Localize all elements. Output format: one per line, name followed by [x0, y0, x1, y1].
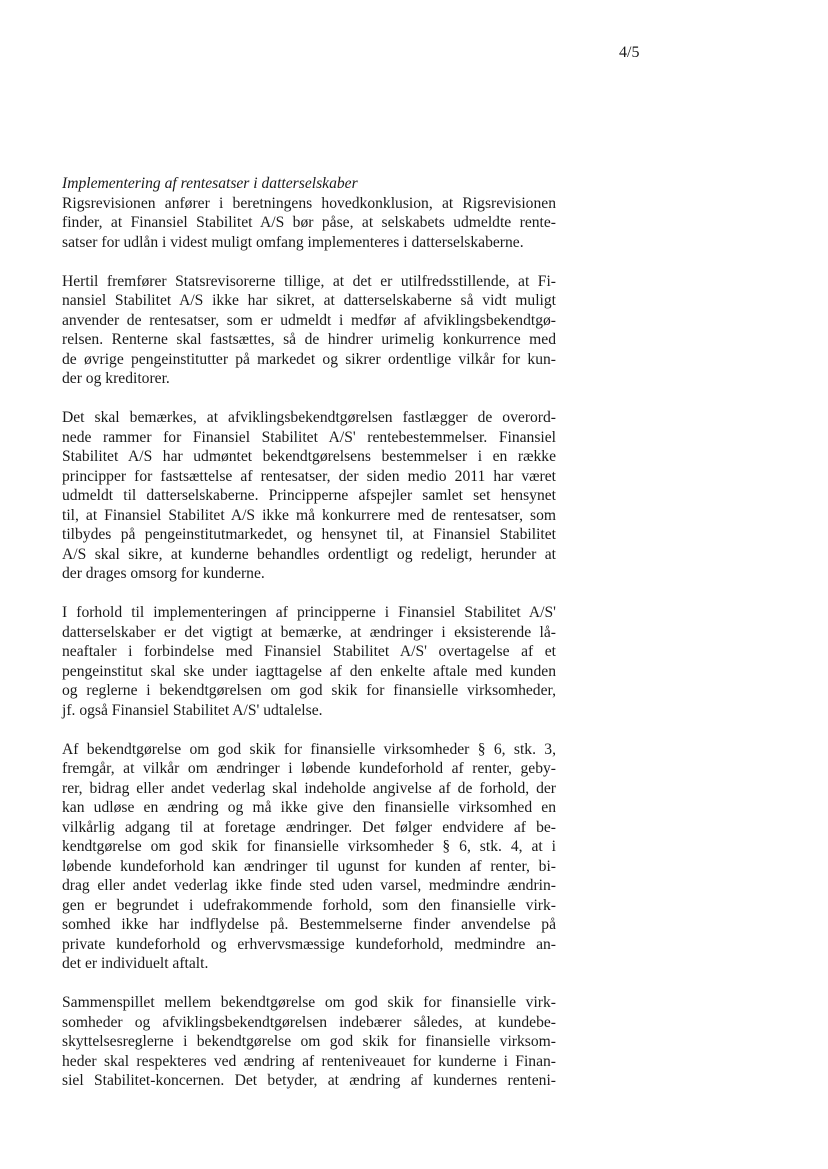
text-line: neaftaler i forbindelse med Finansiel Stabilitet A/S' overtagelse af et: [62, 643, 556, 660]
text-line: nede rammer for Finansiel Stabilitet A/S' rentebestemmelser. Finansiel: [62, 428, 556, 446]
text-line: Hertil fremfører Statsrevisorerne tillige, at det er utilfredsstillende, at Fi-: [62, 272, 556, 290]
section-heading: Implementering af rentesatser i datterselskaber: [62, 175, 358, 192]
text-line: det er individuelt aftalt.: [62, 955, 209, 972]
text-line: kan udløse en ændring og må ikke give den finansielle virksomhed en: [62, 799, 556, 816]
text-line: nansiel Stabilitet A/S ikke har sikret, at datterselskaberne så vidt muligt: [62, 292, 556, 309]
text-line: siel Stabilitet-koncernen. Det betyder, at ændring af kundernes renteni-: [62, 1072, 556, 1089]
text-line: satser for udlån i videst muligt omfang implementeres i datterselskaberne.: [62, 233, 524, 251]
paragraph: [62, 272, 556, 389]
text-line: Af bekendtgørelse om god skik for finansielle virksomheder § 6, stk. 3,: [62, 740, 556, 758]
text-line: løbende kundeforhold kan ændringer til ugunst for kunden af renter, bi-: [62, 857, 556, 875]
text-line: anvender de rentesatser, som er udmeldt i medfør af afviklingsbekendtgø-: [62, 311, 556, 329]
text-line: pengeinstitut skal ske under iagttagelse af den enkelte aftale med kunden: [62, 662, 556, 680]
paragraph: [62, 603, 556, 720]
text-line: I forhold til implementeringen af principperne i Finansiel Stabilitet A/S': [62, 604, 556, 621]
text-line: tilbydes på pengeinstitutmarkedet, og hensynet til, at Finansiel Stabilitet: [62, 526, 556, 543]
text-line: skyttelsesreglerne i bekendtgørelse om god skik for finansielle virksom-: [62, 1033, 556, 1050]
text-line: somheder og afviklingsbekendtgørelsen indebærer således, at kundebe-: [62, 1013, 556, 1031]
text-line: principper for fastsættelse af rentesatser, der siden medio 2011 har været: [62, 467, 556, 485]
text-line: private kundeforhold og erhvervsmæssige kundeforhold, medmindre an-: [62, 935, 556, 953]
text-line: der og kreditorer.: [62, 370, 170, 387]
text-line: fremgår, at vilkår om ændringer i løbende kundeforhold af renter, geby-: [62, 760, 556, 777]
text-line: de øvrige pengeinstitutter på markedet og sikrer ordentlige vilkår for kun-: [62, 350, 556, 368]
text-line: Stabilitet A/S har udmøntet bekendtgørelsens bestemmelser i en række: [62, 448, 556, 465]
text-line: jf. også Finansiel Stabilitet A/S' udtalelse.: [62, 701, 323, 719]
text-line: datterselskaber er det vigtigt at bemærke, at ændringer i eksisterende lå-: [62, 623, 556, 641]
text-line: relsen. Renterne skal fastsættes, så de hindrer urimelig konkurrence med: [62, 331, 556, 348]
text-line: vilkårlig adgang til at foretage ændringer. Det følger endvidere af be-: [62, 818, 556, 836]
text-line: A/S skal sikre, at kunderne behandles ordentligt og redeligt, herunder at: [62, 545, 556, 563]
text-line: drag eller andet vederlag ikke finde sted uden varsel, medmindre ændrin-: [62, 877, 556, 894]
text-line: finder, at Finansiel Stabilitet A/S bør påse, at selskabets udmeldte rente-: [62, 214, 556, 231]
page-number: 4/5: [619, 44, 640, 61]
paragraph: [62, 993, 556, 1091]
text-line: somhed ikke har indflydelse på. Bestemmelserne finder anvendelse på: [62, 916, 556, 933]
text-line: heder skal respekteres ved ændring af renteniveauet for kunderne i Finan-: [62, 1052, 556, 1070]
text-line: kendtgørelse om god skik for finansielle virksomheder § 6, stk. 4, at i: [62, 838, 556, 855]
text-line: der drages omsorg for kunderne.: [62, 565, 265, 582]
text-line: til, at Finansiel Stabilitet A/S ikke må konkurrere med de rentesatser, som: [62, 506, 556, 524]
paragraph: [62, 740, 556, 974]
text-line: udmeldt til datterselskaberne. Principperne afspejler samlet set hensynet: [62, 487, 556, 504]
text-line: Sammenspillet mellem bekendtgørelse om god skik for finansielle virk-: [62, 994, 556, 1011]
paragraph: [62, 194, 556, 253]
text-line: gen er begrundet i udefrakommende forhold, som den finansielle virk-: [62, 896, 556, 914]
text-line: Rigsrevisionen anfører i beretningens hovedkonklusion, at Rigsrevisionen: [62, 194, 556, 212]
text-line: og reglerne i bekendtgørelsen om god skik for finansielle virksomheder,: [62, 682, 556, 699]
text-line: rer, bidrag eller andet vederlag skal indeholde angivelse af de forhold, der: [62, 779, 556, 797]
document-body: [62, 174, 556, 1110]
text-line: Det skal bemærkes, at afviklingsbekendtgørelsen fastlægger de overord-: [62, 409, 556, 426]
paragraphs: [62, 194, 556, 1091]
paragraph: [62, 408, 556, 584]
